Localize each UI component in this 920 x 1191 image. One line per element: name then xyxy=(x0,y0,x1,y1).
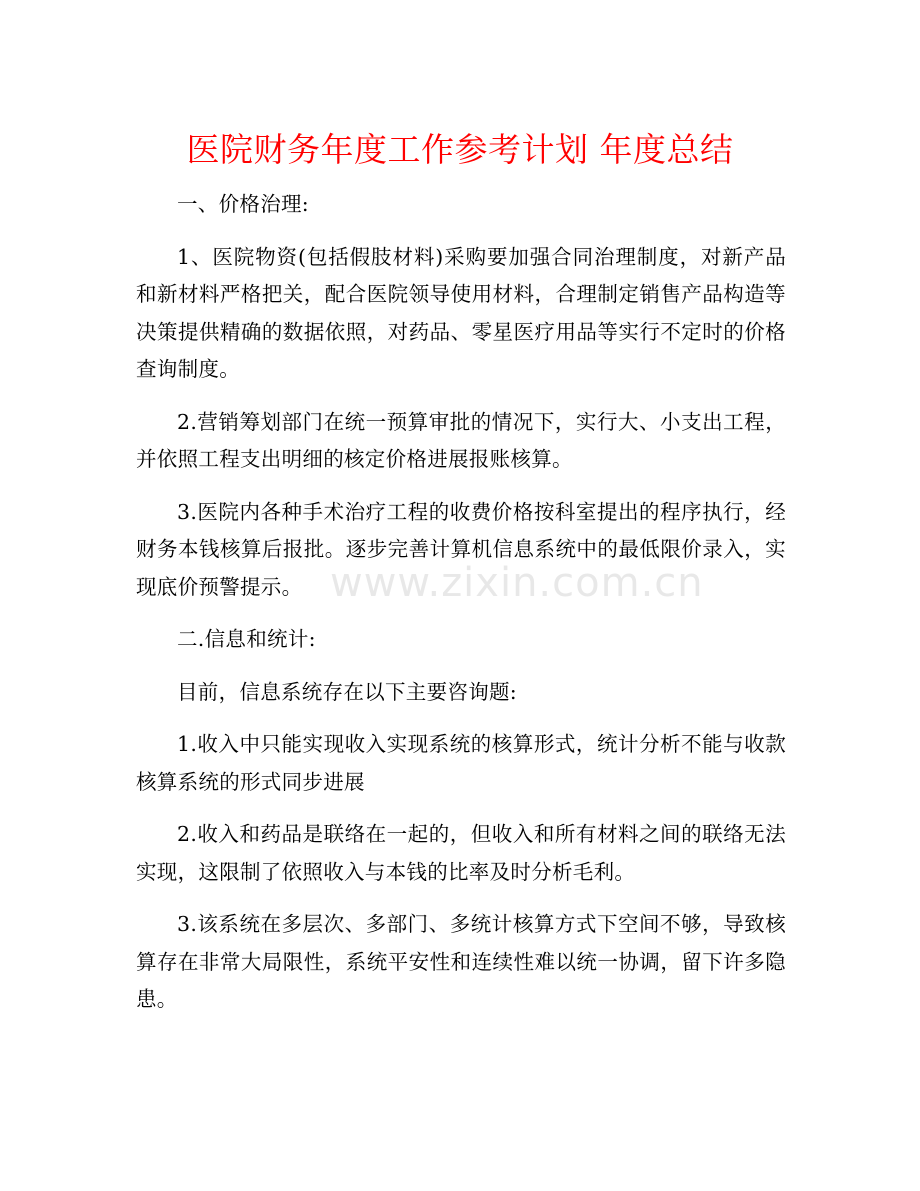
paragraph-marketing: 2.营销筹划部门在统一预算审批的情况下，实行大、小支出工程，并依照工程支出明细的核定价格进展报账核算。 xyxy=(136,409,786,471)
paragraph-issue-2: 2.收入和药品是联络在一起的，但收入和所有材料之间的联络无法实现，这限制了依照收入与本钱的比率及时分析毛利。 xyxy=(136,822,786,884)
watermark: www.zixin.com.cn xyxy=(330,560,704,606)
paragraph-surgery-pricing: 3.医院内各种手术治疗工程的收费价格按科室提出的程序执行，经财务本钱核算后报批。逐步完善计算机信息系统中的最低限价录入，实现底价预警提示。 xyxy=(136,499,786,599)
section-heading-information-statistics: 二.信息和统计: xyxy=(177,627,316,651)
paragraph-current-issues: 目前，信息系统存在以下主要咨询题: xyxy=(177,679,518,704)
document-body xyxy=(136,186,786,1034)
paragraph-procurement: 1、医院物资(包括假肢材料)采购要加强合同治理制度，对新产品和新材料严格把关，配合医院领导使用材料，合理制定销售产品构造等决策提供精确的数据依照，对药品、零星医疗用品等实行不定时的价格查询制度。 xyxy=(136,244,786,381)
paragraph-issue-1: 1.收入中只能实现收入实现系统的核算形式，统计分析不能与收款核算系统的形式同步进展 xyxy=(136,732,786,794)
document-title: 医院财务年度工作参考计划 年度总结 xyxy=(186,130,734,169)
paragraph-issue-3: 3.该系统在多层次、多部门、多统计核算方式下空间不够，导致核算存在非常大局限性，系统平安性和连续性难以统一协调，留下许多隐患。 xyxy=(136,912,786,1011)
section-heading-price-management: 一、价格治理: xyxy=(177,192,310,216)
